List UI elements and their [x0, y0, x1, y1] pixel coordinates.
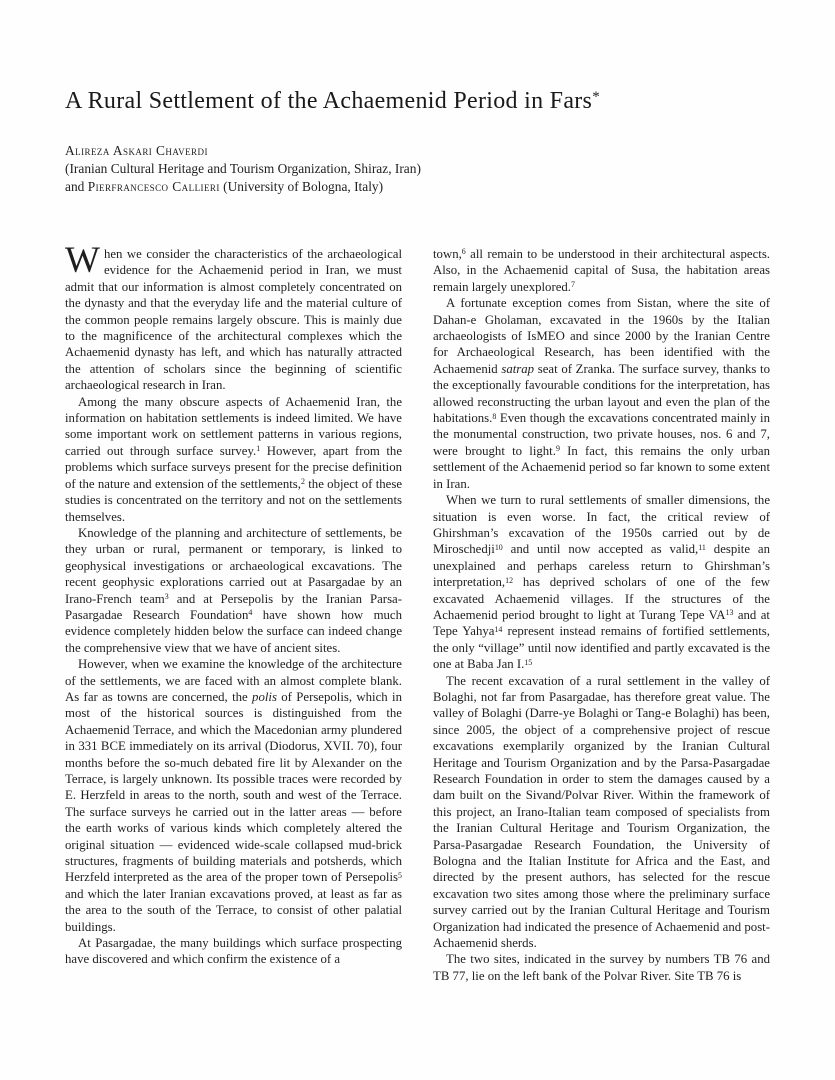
paragraph: When we consider the characteristics of the archaeological evidence for the Achaemenid period in Iran, we must admit that our information is almost completely concentrated on the dynasty and that the everyday life and the material culture of the common people remains largely obscure. This is mainly due to the magnificence of the architectural complexes which the Achaemenid dynasty has left, and which has naturally attracted the attention of scholars since the beginning of scientific archaeological research in Iran. [65, 240, 402, 393]
footnote-ref: 15 [524, 657, 533, 667]
paper-title-text: A Rural Settlement of the Achaemenid Period in Fars [65, 88, 593, 114]
author-affiliation-primary: (Iranian Cultural Heritage and Tourism Organization, Shiraz, Iran) [65, 161, 421, 176]
author-block [65, 142, 771, 196]
paragraph: Knowledge of the planning and architecture of settlements, be they urban or rural, permanent or temporary, is linked to geophysical investigations or archaeological excavations. The recent geophysic explorations carried out at Pasargadae by an Irano-French team$^3$ and at Persepolis by the Iranian Parsa-Pasargadae Research Foundation$^4$ have shown how much evidence completely hidden below the surface can indeed change the comprehensive view that we have of ancient sites. [65, 525, 402, 655]
paragraph: However, when we examine the knowledge of the architecture of the settlements, we are faced with an almost complete blank. As far as towns are concerned, the polis of Persepolis, which in most of the historical sources is distinguished from the Achaemenid Terrace, and which the Macedonian army plundered in 331 BCE immediately on its arrival (Diodorus, XVII. 70), four months before the so-much debated fire lit by Alexander on the Terrace, is largely unknown. Its possible traces were recorded by E. Herzfeld in areas to the north, south and west of the Terrace. The surface surveys he carried out in the latter areas — before the earth works of various kinds which completely altered the original situation — evidenced wide-scale collapsed mud-brick structures, fragments of building materials and potsherds, which Herzfeld interpreted as the area of the proper town of Persepolis$^5$ and which the later Iranian excavations proved, at least as far as the area to the south of the Terrace, to consist of other palatial buildings. [65, 657, 402, 934]
paragraph: Among the many obscure aspects of Achaemenid Iran, the information on habitation settlements is indeed limited. We have some important work on settlement patterns in various regions, carried out through surface survey.$^1$ However, apart from the problems which surface surveys present for the precise definition of the nature and extension of the settlements,$^2$ the object of these studies is concentrated on the territory and not on the settlements themselves. [65, 394, 402, 524]
dropcap-initial: W [65, 240, 100, 281]
footnote-ref: 2 [300, 477, 305, 487]
paragraph: town,$^6$ all remain to be understood in their architectural aspects. Also, in the Achaemenid capital of Susa, the habitation areas remain largely unexplored.$^7$ [433, 247, 770, 294]
footnote-ref: 6 [461, 247, 466, 257]
paragraph: A fortunate exception comes from Sistan, where the site of Dahan-e Gholaman, excavated in the 1960s by the Italian archaeologists of IsMEO and since 2000 by the Iranian Centre for Archaeological Research, has been identified with the Achaemenid satrap seat of Zranka. The surface survey, thanks to the exceptionally favourable conditions for the interpretation, has allowed reconstructing the urban layout and even the plan of the habitations.$^8$ Even though the excavations concentrated mainly in the monumental construction, two private houses, nos. 6 and 7, were brought to light.$^9$ In fact, this remains the only urban settlement of the Achaemenid period so far known to some extent in Iran. [433, 296, 771, 491]
paragraph: The recent excavation of a rural settlement in the valley of Bolaghi, not far from Pasargadae, has therefore great value. The valley of Bolaghi (Darre-ye Bolaghi or Tang-e Bolaghi) has been, since 2005, the object of a comprehensive project of rescue excavations exemplarily organized by the Iranian Cultural Heritage and Tourism Organization and by the Parsa-Pasargadae Research Foundation in order to stem the damages caused by a dam built on the Sivand/Polvar River. Within the framework of this project, an Irano-Italian team composed of specialists from the Iranian Cultural Heritage and Tourism Organization, the Parsa-Pasargadae Research Foundation, the University of Bologna and the Italian Institute for Africa and the East, and directed by the present authors, has selected for the rescue excavation two sites among those where the preliminary surface survey carried out by the Iranian Cultural Heritage and Tourism Organization had indicated the presence of Achaemenid and post-Achaemenid sherds. [433, 673, 770, 951]
title-footnote-mark: * [592, 89, 600, 106]
footnote-ref: 3 [164, 591, 169, 601]
column-right [433, 246, 770, 984]
paragraph: At Pasargadae, the many buildings which surface prospecting have discovered and which confirm the existence of a [65, 936, 402, 967]
footnote-ref: 12 [505, 575, 514, 585]
author-name-secondary: and Pierfrancesco Callieri (University of Bologna, Italy) [65, 179, 384, 194]
footnote-ref: 10 [494, 542, 503, 552]
footnote-ref: 4 [248, 608, 253, 618]
footnote-ref: 14 [494, 624, 503, 634]
footnote-ref: 7 [571, 280, 575, 290]
footnote-ref: 9 [555, 444, 560, 454]
author-name-primary [65, 142, 771, 160]
column-left [65, 240, 402, 984]
footnote-ref: 5 [398, 870, 402, 880]
paragraph: The two sites, indicated in the survey by numbers TB 76 and TB 77, lie on the left bank of the Polvar River. Site TB 76 is [433, 952, 770, 983]
article-body [65, 240, 771, 984]
footnote-ref: 13 [725, 608, 734, 618]
page-content [65, 88, 771, 984]
paragraph: When we turn to rural settlements of smaller dimensions, the situation is even worse. In fact, the critical review of Ghirshman’s excavation of the 1950s carried out by de Miroschedji$^{10}$ and until now accepted as valid,$^{11}$ despite an unexplained and perhaps careless return to Ghirshman’s interpretation,$^{12}$ has deprived scholars of one of the few excavated Achaemenid villages. If the structures of the Achaemenid period brought to light at Turang Tepe VA$^{13}$ and at Tepe Yahya$^{14}$ represent instead remains of fortified settlements, the only “village” until now identified and partly excavated is the one at Baba Jan I.$^{15}$ [433, 493, 771, 672]
paper-title [65, 88, 771, 115]
italic-term: polis [252, 689, 277, 704]
small-caps-name: Alireza Askari Chaverdi [65, 143, 208, 158]
italic-term: satrap [501, 361, 535, 376]
small-caps-name: Pierfrancesco Callieri [87, 179, 220, 194]
footnote-ref: 1 [256, 444, 261, 454]
footnote-ref: 8 [492, 411, 497, 421]
footnote-ref: 11 [698, 542, 706, 552]
